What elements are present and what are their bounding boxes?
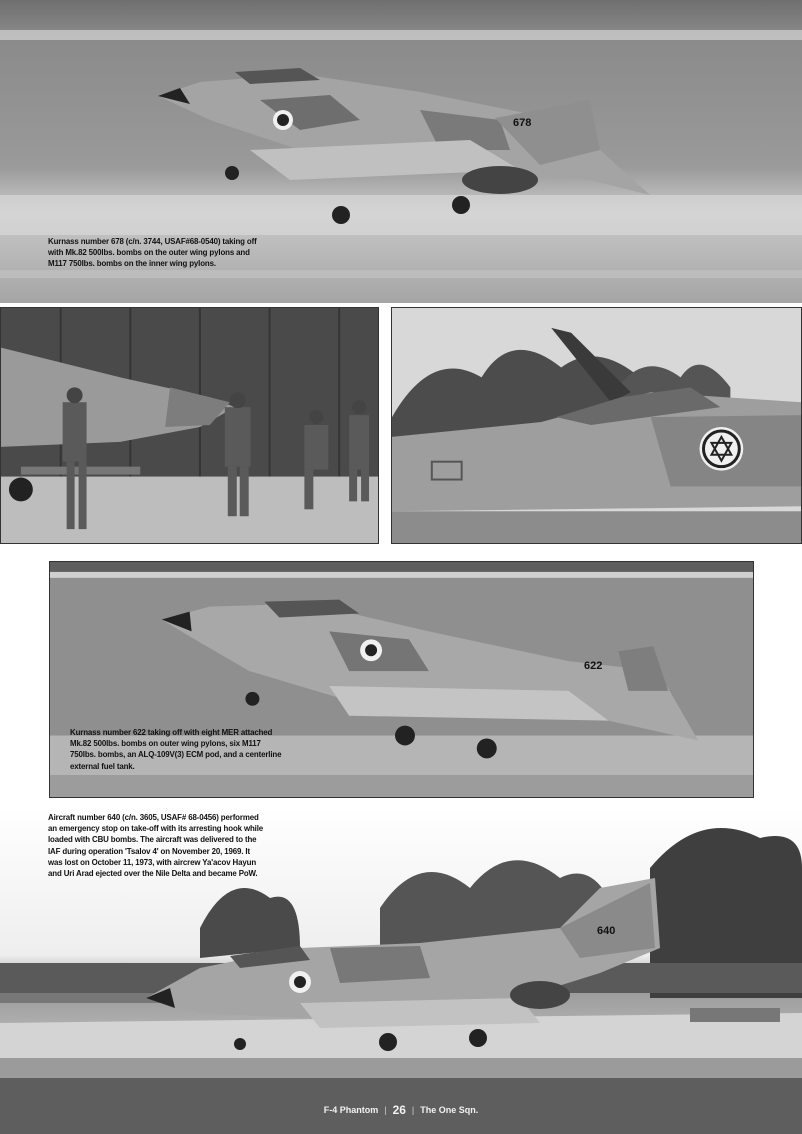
footer-separator: | xyxy=(411,1105,415,1115)
photo-cockpit-closeup xyxy=(391,307,802,544)
tail-number: 640 xyxy=(597,925,616,937)
page-number: 26 xyxy=(392,1103,406,1117)
photo-ground-crew xyxy=(0,307,379,544)
footer-separator: | xyxy=(384,1105,387,1115)
caption-photo-4: Kurnass number 622 taking off with eight MER attached Mk.82 500lbs. bombs on outer wing pylons, six M117 750lbs. bombs, an ALQ-109V(3) ECM pod, and a centerline external fuel tank. xyxy=(70,727,282,771)
footer-section: The One Sqn. xyxy=(420,1105,479,1115)
tail-number: 622 xyxy=(584,660,603,672)
footer-title: F-4 Phantom xyxy=(323,1105,379,1115)
caption-photo-5: Aircraft number 640 (c/n. 3605, USAF# 68-0456) performed an emergency stop on take-off with its arresting hook while loaded with CBU bombs. The aircraft was delivered to the IAF during operation 'Tsalov 4' on November 20, 1969. It was lost on October 11, 1973, with aircrew Ya'acov Hayun and Uri Arad ejected over the Nile Delta and became PoW. xyxy=(48,812,264,879)
tail-number: 678 xyxy=(513,117,532,129)
caption-photo-1: Kurnass number 678 (c/n. 3744, USAF#68-0540) taking off with Mk.82 500lbs. bombs on the outer wing pylons and M117 750lbs. bombs on the inner wing pylons. xyxy=(48,236,257,269)
page-footer xyxy=(0,1098,802,1122)
